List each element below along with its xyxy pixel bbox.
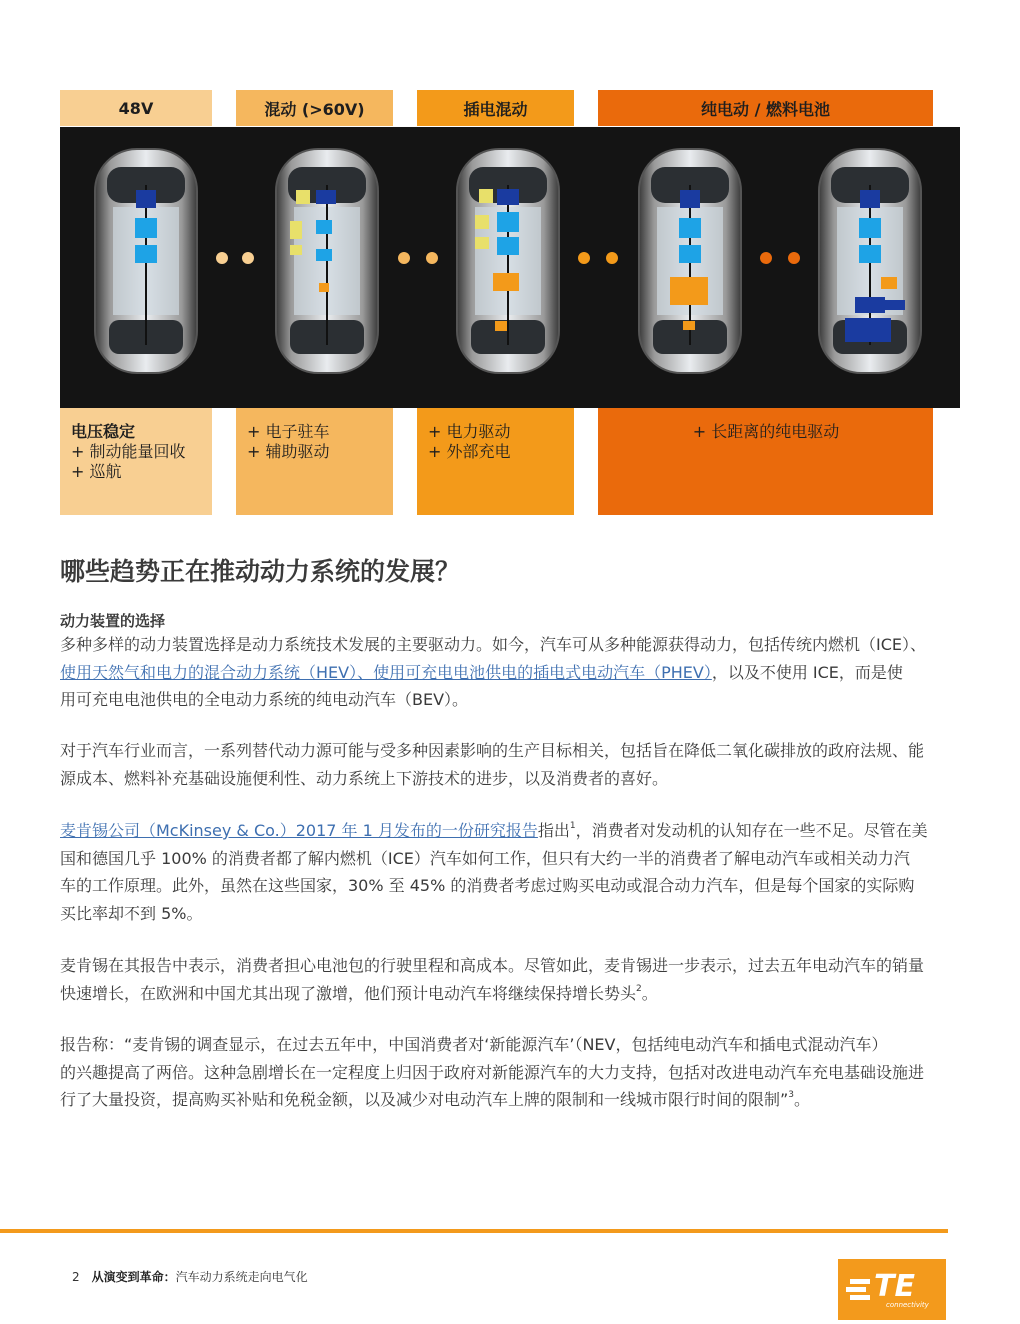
text-line: 报告称：“麦肯锡的调查显示，在过去五年中，中国消费者对‘新能源汽车’（NEV，包括纯电动汽车和插电式混动汽车） xyxy=(60,1035,888,1054)
timeline-dot xyxy=(426,252,438,264)
features-48v xyxy=(60,408,212,515)
timeline-dot xyxy=(606,252,618,264)
timeline-dot xyxy=(578,252,590,264)
text-line: 源成本、燃料补充基础设施便利性、动力系统上下游技术的进步，以及消费者的喜好。 xyxy=(60,768,669,788)
header-phev-label: 插电混动 xyxy=(463,99,528,119)
footnote-ref[interactable]: 2 xyxy=(636,983,642,994)
footer-subtitle: 汽车动力系统走向电气化 xyxy=(175,1270,308,1284)
logo-subtext: connectivity xyxy=(886,1301,929,1309)
feature-line: + 电子驻车 xyxy=(247,422,330,441)
footnote-ref[interactable]: 3 xyxy=(788,1090,795,1100)
text-line xyxy=(60,817,960,845)
header-phev xyxy=(417,90,574,126)
car-illustration-strip xyxy=(60,127,960,408)
paragraph-1 xyxy=(60,631,960,714)
header-hybrid xyxy=(236,90,393,126)
page-title: 哪些趋势正在推动动力系统的发展？ xyxy=(60,557,461,586)
footer-divider xyxy=(0,1229,948,1233)
feature-line: + 电力驱动 xyxy=(428,422,511,441)
feature-line: 电压稳定 xyxy=(71,422,136,441)
features-phev xyxy=(417,408,574,515)
text-line xyxy=(60,659,960,687)
timeline-dot xyxy=(242,252,254,264)
text-line xyxy=(60,980,960,1008)
paragraph-3 xyxy=(60,817,960,927)
text-span: 快速增长，在欧洲和中国尤其出现了激增，他们预计电动汽车将继续保持增长势头 xyxy=(60,983,637,1003)
text-line xyxy=(60,1086,960,1114)
header-48v xyxy=(60,90,212,126)
car-fuel-cell-icon xyxy=(815,145,925,377)
text-line: 对于汽车行业而言，一系列替代动力源可能与受多种因素影响的生产目标相关，包括旨在降低二氧化碳排放的政府法规、能 xyxy=(60,741,925,760)
car-bev-icon xyxy=(635,145,745,377)
text-line: 的兴趣提高了两倍。这种急剧增长在一定程度上归因于政府对新能源汽车的大力支持，包括对改进电动汽车充电基础设施进 xyxy=(60,1062,925,1082)
text-span: 指出 xyxy=(537,821,570,840)
feature-line: + 长距离的纯电驱动 xyxy=(692,422,840,441)
header-48v-label: 48V xyxy=(118,98,154,118)
features-bev-fc xyxy=(598,408,933,515)
text-line: 国和德国几乎 100% 的消费者都了解内燃机（ICE）汽车如何工作，但只有大约一半的消费者了解电动汽车或相关动力汽 xyxy=(60,848,910,868)
timeline-dot xyxy=(398,252,410,264)
feature-line: + 巡航 xyxy=(71,462,122,481)
timeline-dot xyxy=(788,252,800,264)
paragraph-2 xyxy=(60,737,960,792)
text-line: 麦肯锡在其报告中表示，消费者担心电池包的行驶里程和高成本。尽管如此，麦肯锡进一步表示，过去五年电动汽车的销量 xyxy=(60,956,925,975)
footnote-ref[interactable]: 1 xyxy=(569,821,576,831)
text-span: 。 xyxy=(794,1090,811,1109)
car-48v-icon xyxy=(91,145,201,377)
feature-line: + 外部充电 xyxy=(428,442,511,461)
hev-phev-link[interactable]: 使用天然气和电力的混合动力系统（HEV）、使用可充电电池供电的插电式电动汽车（PHEV） xyxy=(60,662,712,682)
timeline-dot xyxy=(216,252,228,264)
car-hybrid-icon xyxy=(272,145,382,377)
car-phev-icon xyxy=(453,145,563,377)
paragraph-5 xyxy=(60,1031,960,1114)
header-hybrid-label: 混动 (>60V) xyxy=(264,99,365,119)
text-line: 多种多样的动力装置选择是动力系统技术发展的主要驱动力。如今，汽车可从多种能源获得动力，包括传统内燃机（ICE）、 xyxy=(60,635,927,654)
mckinsey-report-link[interactable]: 麦肯锡公司（McKinsey & Co.）2017 年 1 月发布的一份研究报告 xyxy=(60,821,538,840)
feature-line: + 辅助驱动 xyxy=(247,442,330,461)
text-span: 行了大量投资，提高购买补贴和免税金额，以及减少对电动汽车上牌的限制和一线城市限行时间的限制” xyxy=(60,1090,789,1109)
text-span: 。 xyxy=(641,983,658,1003)
text-line: 用可充电电池供电的全电动力系统的纯电动汽车（BEV）。 xyxy=(60,690,469,709)
feature-line: + 制动能量回收 xyxy=(71,442,186,461)
timeline-dot xyxy=(760,252,772,264)
footer xyxy=(60,1268,308,1285)
text-line: 车的工作原理。此外，虽然在这些国家，30% 至 45% 的消费者考虑过购买电动或混合动力汽车，但是每个国家的实际购 xyxy=(60,876,915,895)
logo-text: TE xyxy=(874,1269,915,1304)
text-span: ，消费者对发动机的认知存在一些不足。尽管在美 xyxy=(575,821,928,840)
text-span: ，以及不使用 ICE，而是使 xyxy=(711,662,903,682)
header-bev-fc-label: 纯电动 / 燃料电池 xyxy=(701,99,830,119)
paragraph-4 xyxy=(60,952,960,1007)
footer-title: 从演变到革命： xyxy=(91,1270,176,1284)
text-line: 买比率却不到 5%。 xyxy=(60,903,203,923)
te-connectivity-logo xyxy=(838,1259,946,1320)
section-subheading: 动力装置的选择 xyxy=(60,612,166,630)
header-bev-fc xyxy=(598,90,933,126)
features-hybrid xyxy=(236,408,393,515)
page-number: 2 xyxy=(72,1270,80,1284)
